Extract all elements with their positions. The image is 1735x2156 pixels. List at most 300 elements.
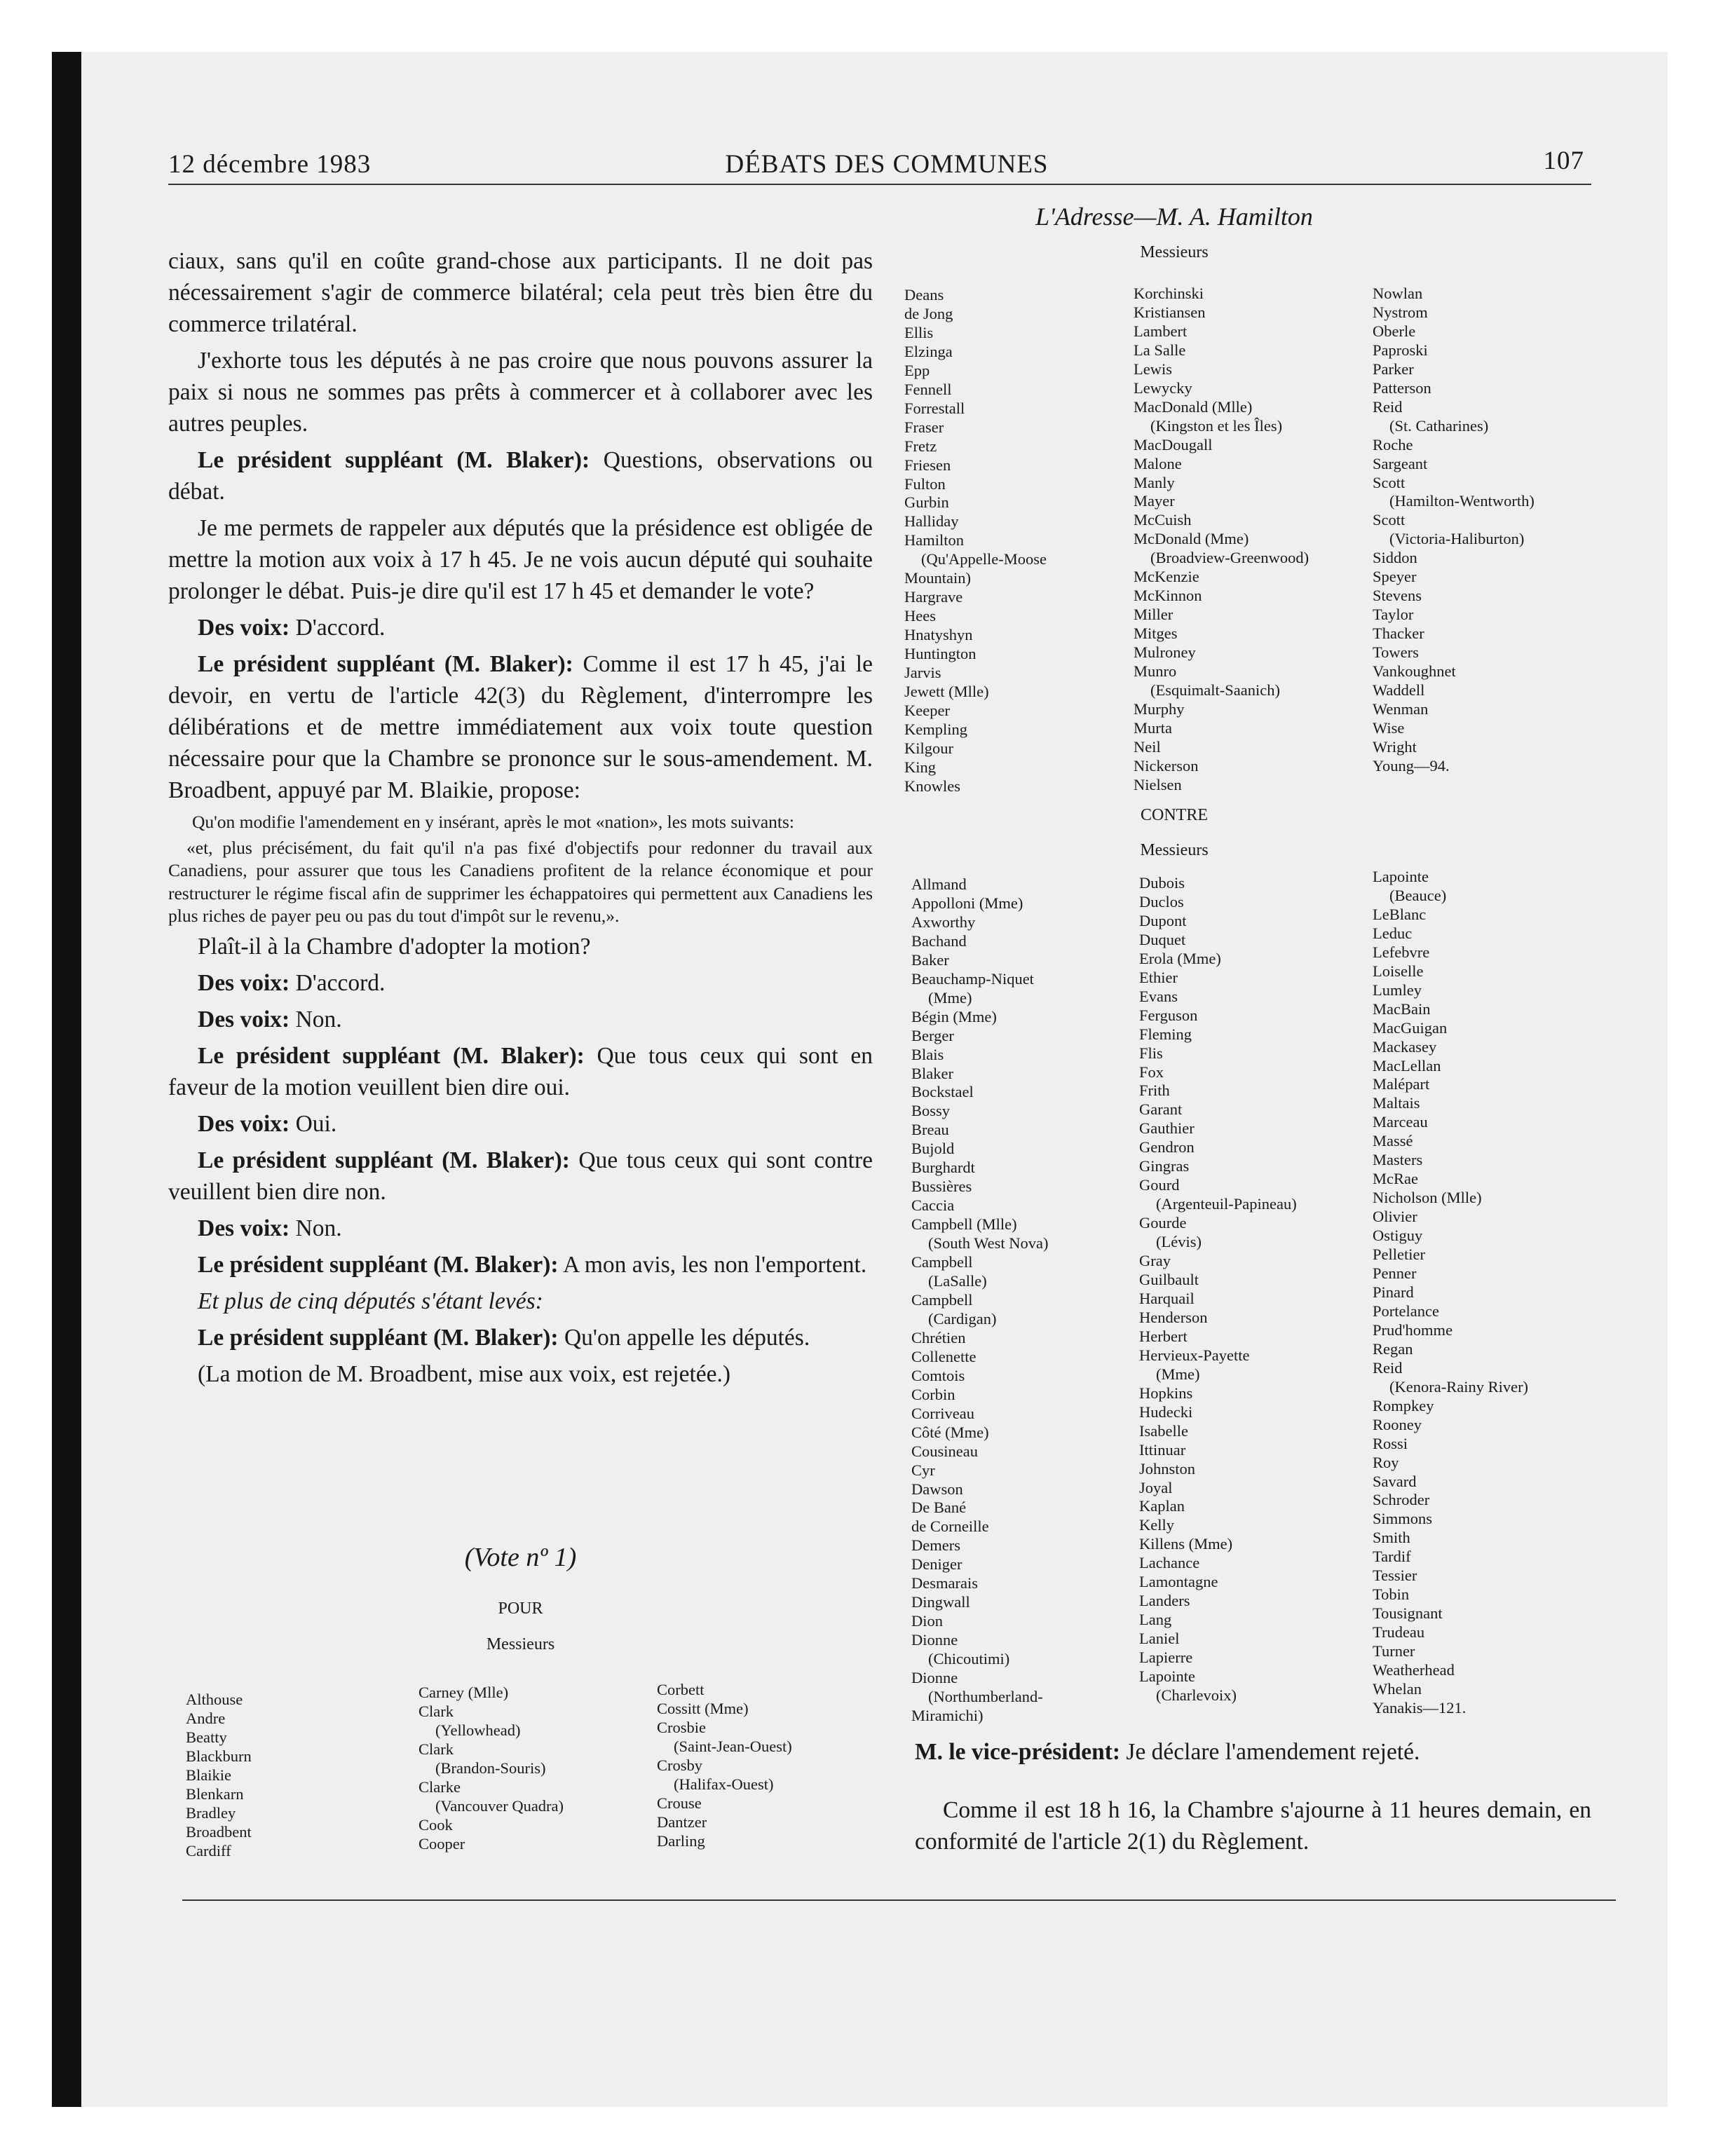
member-name: Killens (Mme)	[1139, 1535, 1233, 1553]
member-name: Murta	[1134, 718, 1172, 737]
member-name: Crosby	[657, 1756, 703, 1774]
speaker-label: Le président suppléant (M. Blaker):	[198, 651, 573, 677]
member-name: Halliday	[904, 512, 959, 531]
paragraph-text: A mon avis, les non l'emportent.	[558, 1251, 867, 1278]
member-name: de Corneille	[911, 1517, 989, 1536]
member-name: de Jong	[904, 304, 953, 322]
member-name: (Broadview-Greenwood)	[1150, 549, 1309, 567]
member-name: Landers	[1139, 1592, 1190, 1610]
member-name: Maltais	[1373, 1094, 1420, 1112]
member-name: Andre	[186, 1709, 226, 1727]
body-paragraph	[168, 612, 873, 643]
member-name: Schroder	[1373, 1491, 1430, 1509]
member-name: Speyer	[1373, 568, 1417, 586]
member-name: Knowles	[904, 777, 960, 795]
member-name: Crouse	[657, 1794, 702, 1812]
quoted-motion	[168, 811, 873, 834]
member-name: (South West Nova)	[928, 1234, 1049, 1253]
member-name: Cyr	[911, 1461, 935, 1479]
member-name: Friesen	[904, 456, 951, 474]
member-name: Lamontagne	[1139, 1573, 1218, 1591]
member-name: LeBlanc	[1373, 905, 1427, 923]
member-name: Lambert	[1134, 322, 1188, 340]
member-name: Fraser	[904, 418, 944, 436]
member-name: MacLellan	[1373, 1056, 1441, 1074]
member-name: Bujold	[911, 1140, 955, 1158]
paragraph-text: Que tous ceux qui sont contre veuillent bien dire non.	[168, 1147, 873, 1205]
paragraph-text: Questions, observations ou débat.	[168, 447, 873, 505]
member-name: Pinard	[1373, 1283, 1414, 1301]
member-name: Blaikie	[186, 1766, 231, 1784]
member-name: Dionne	[911, 1631, 958, 1649]
paragraph-text: (La motion de M. Broadbent, mise aux voix, est rejetée.)	[198, 1360, 731, 1387]
member-name: Lapointe	[1373, 868, 1429, 885]
member-name: Comtois	[911, 1366, 965, 1384]
member-name: Neil	[1134, 737, 1161, 756]
member-name: Corbett	[657, 1681, 705, 1698]
body-paragraph	[168, 1322, 873, 1353]
body-paragraph	[168, 1145, 873, 1208]
member-name: Desmarais	[911, 1574, 978, 1592]
member-name: McKinnon	[1134, 587, 1202, 605]
body-paragraph	[168, 245, 873, 340]
pour-right-col3	[1373, 285, 1535, 776]
member-name: Herbert	[1139, 1327, 1188, 1345]
header-title: DÉBATS DES COMMUNES	[725, 150, 1049, 179]
member-name: (Brandon-Souris)	[435, 1759, 546, 1777]
member-name: (Kingston et les Îles)	[1150, 416, 1283, 435]
member-name: Taylor	[1373, 606, 1414, 624]
body-paragraph	[168, 1108, 873, 1140]
member-name: (Saint-Jean-Ouest)	[674, 1737, 792, 1755]
member-name: Parker	[1373, 360, 1414, 378]
member-name: Rooney	[1373, 1415, 1422, 1433]
member-name: Leduc	[1373, 924, 1413, 942]
member-name: Gingras	[1139, 1157, 1190, 1175]
member-name: Hopkins	[1139, 1384, 1193, 1402]
member-name: Weatherhead	[1373, 1661, 1455, 1679]
member-name: Murphy	[1134, 700, 1185, 718]
member-name: Loiselle	[1373, 962, 1424, 980]
member-name: Collenette	[911, 1347, 977, 1365]
member-name: Mayer	[1134, 492, 1175, 510]
member-name: Kaplan	[1139, 1497, 1185, 1515]
member-name: Carney (Mlle)	[419, 1684, 509, 1701]
member-name: Fleming	[1139, 1025, 1192, 1043]
pour-left-col3	[657, 1681, 792, 1851]
member-name: Mitges	[1134, 625, 1178, 643]
member-name: Ittinuar	[1139, 1440, 1186, 1459]
member-name: Duclos	[1139, 892, 1184, 910]
member-name: Deniger	[911, 1555, 962, 1574]
member-name: Clarke	[419, 1778, 461, 1796]
member-name: Dionne	[911, 1669, 958, 1687]
paragraph-text: J'exhorte tous les députés à ne pas croire que nous pouvons assurer la paix si nous ne sommes pas prêts à commercer et à collaborer avec les autres peuples.	[168, 348, 873, 437]
member-name: Hudecki	[1139, 1403, 1193, 1421]
member-name: Côté (Mme)	[911, 1423, 989, 1441]
member-name: Hervieux-Payette	[1139, 1346, 1250, 1364]
member-name: Ostiguy	[1373, 1227, 1423, 1245]
member-name: Henderson	[1139, 1308, 1208, 1326]
member-name: Kristiansen	[1134, 303, 1206, 321]
member-name: (Beauce)	[1389, 886, 1447, 904]
member-name: Nowlan	[1373, 285, 1423, 302]
member-name: Fulton	[904, 475, 946, 493]
member-name: Malépart	[1373, 1075, 1430, 1093]
member-name: (Hamilton-Wentworth)	[1389, 492, 1535, 510]
header-date: 12 décembre 1983	[168, 150, 372, 179]
member-name: Savard	[1373, 1472, 1417, 1490]
member-name: Joyal	[1139, 1478, 1173, 1496]
member-name: Mulroney	[1134, 643, 1196, 662]
body-paragraph	[168, 931, 873, 962]
member-name: Sargeant	[1373, 454, 1428, 472]
member-name: Rompkey	[1373, 1396, 1434, 1414]
member-name: Blenkarn	[186, 1785, 244, 1803]
member-name: (Qu'Appelle-Moose	[921, 550, 1047, 568]
member-name: Turner	[1373, 1642, 1415, 1660]
member-name: Beatty	[186, 1728, 227, 1746]
paragraph-text: Comme il est 17 h 45, j'ai le devoir, en vertu de l'article 42(3) du Règlement, d'interrompre les délibérations et de mettre immédiatement aux voix toute question nécessaire pour que la Chambre se prononce sur le sous-amendement. M. Broadbent, appuyé par M. Blaikie, propose:	[168, 651, 873, 803]
member-name: Nielsen	[1134, 775, 1182, 793]
speaker-label: Des voix:	[198, 1215, 290, 1241]
body-paragraph	[168, 1358, 873, 1390]
contre-col1	[911, 875, 1049, 1726]
member-name: Bachand	[911, 932, 967, 950]
member-name: Thacker	[1373, 625, 1424, 643]
member-name: Miramichi)	[911, 1706, 984, 1724]
member-name: Roy	[1373, 1453, 1399, 1471]
member-name: Keeper	[904, 701, 950, 719]
member-name: Oberle	[1373, 322, 1416, 340]
member-name: Corriveau	[911, 1404, 974, 1422]
paragraph-text: D'accord.	[290, 615, 386, 641]
paragraph-text: Oui.	[290, 1110, 337, 1137]
body-paragraph	[168, 444, 873, 507]
body-paragraph	[168, 512, 873, 607]
member-name: Gourd	[1139, 1176, 1180, 1194]
body-paragraph	[168, 1213, 873, 1244]
member-name: Ellis	[904, 323, 934, 341]
member-name: Gourde	[1139, 1214, 1187, 1232]
paragraph-text: Et plus de cinq députés s'étant levés:	[198, 1288, 543, 1314]
speaker-label: M. le vice-président:	[915, 1739, 1121, 1765]
paragraph-text: Que tous ceux qui sont en faveur de la motion veuillent bien dire oui.	[168, 1042, 873, 1100]
left-column-text	[168, 245, 873, 1395]
member-name: Baker	[911, 950, 949, 969]
member-name: Masters	[1373, 1151, 1423, 1169]
member-name: (Chicoutimi)	[928, 1650, 1010, 1668]
member-name: Huntington	[904, 645, 977, 663]
member-name: (Argenteuil-Papineau)	[1156, 1195, 1297, 1213]
paragraph-text: Plaît-il à la Chambre d'adopter la motion?	[198, 933, 591, 960]
member-name: Clark	[419, 1740, 454, 1758]
member-name: Elzinga	[904, 342, 953, 360]
member-name: (Charlevoix)	[1156, 1686, 1237, 1704]
member-name: (LaSalle)	[928, 1272, 987, 1290]
member-name: De Bané	[911, 1499, 967, 1517]
member-name: (Esquimalt-Saanich)	[1150, 681, 1280, 700]
member-name: Gurbin	[904, 493, 949, 512]
member-name: Caccia	[911, 1196, 955, 1215]
pour-right-col1	[904, 286, 1047, 796]
running-title: L'Adresse—M. A. Hamilton	[1035, 203, 1313, 231]
member-name: McKenzie	[1134, 568, 1199, 586]
member-name: Malone	[1134, 454, 1182, 472]
member-name: (Cardigan)	[928, 1309, 997, 1328]
member-name: Simmons	[1373, 1510, 1433, 1528]
member-name: Cook	[419, 1815, 453, 1834]
member-name: (Lévis)	[1156, 1233, 1202, 1251]
contre-col3	[1373, 868, 1528, 1718]
member-name: Bradley	[186, 1803, 236, 1822]
member-name: (St. Catharines)	[1389, 416, 1489, 435]
member-name: Laniel	[1139, 1630, 1180, 1648]
member-name: Marceau	[1373, 1113, 1428, 1131]
member-name: Lumley	[1373, 981, 1422, 999]
member-name: Demers	[911, 1536, 960, 1555]
member-name: Hamilton	[904, 531, 964, 550]
member-name: Massé	[1373, 1132, 1413, 1150]
vice-president-statement	[915, 1736, 1591, 1768]
member-name: Allmand	[911, 875, 967, 893]
member-name: Scott	[1373, 473, 1406, 491]
pour-messieurs: Messieurs	[486, 1635, 555, 1653]
member-name: MacGuigan	[1373, 1018, 1448, 1037]
pour-left-col2	[419, 1684, 564, 1854]
member-name: Cousineau	[911, 1442, 978, 1460]
paragraph-text: Non.	[290, 1006, 342, 1032]
member-name: Gray	[1139, 1252, 1171, 1270]
member-name: Dawson	[911, 1480, 963, 1498]
member-name: Gauthier	[1139, 1119, 1195, 1138]
member-name: MacDougall	[1134, 435, 1213, 453]
member-name: Broadbent	[186, 1822, 252, 1841]
paragraph-text: Non.	[290, 1215, 342, 1241]
member-name: King	[904, 758, 936, 776]
member-name: Jarvis	[904, 664, 941, 682]
paragraph-text: Qu'on modifie l'amendement en y insérant, après le mot «nation», les mots suivants:	[192, 812, 795, 832]
speaker-label: Le président suppléant (M. Blaker):	[198, 447, 590, 473]
member-name: Dubois	[1139, 874, 1185, 892]
member-name: Fretz	[904, 437, 937, 455]
speaker-label: Le président suppléant (M. Blaker):	[198, 1042, 585, 1069]
member-name: Pelletier	[1373, 1246, 1425, 1264]
member-name: Vankoughnet	[1373, 662, 1456, 681]
member-name: Erola (Mme)	[1139, 949, 1221, 967]
member-name: Dantzer	[657, 1813, 707, 1831]
member-name: Dingwall	[911, 1593, 970, 1611]
member-name: Berger	[911, 1026, 954, 1044]
member-name: Campbell	[911, 1290, 973, 1309]
page-number: 107	[1543, 146, 1584, 175]
member-name: Evans	[1139, 987, 1178, 1005]
member-name: Lewycky	[1134, 378, 1192, 397]
binding-edge	[52, 52, 81, 2107]
paragraph-text: D'accord.	[290, 969, 386, 996]
paragraph-text: Qu'on appelle les députés.	[558, 1324, 810, 1351]
pour-left-col1	[186, 1691, 252, 1861]
speaker-label: Le président suppléant (M. Blaker):	[198, 1251, 559, 1278]
member-name: Wise	[1373, 718, 1405, 737]
contre-messieurs: Messieurs	[1140, 841, 1209, 859]
member-name: Waddell	[1373, 681, 1425, 700]
member-name: Deans	[904, 286, 944, 303]
paragraph-text: «et, plus précisément, du fait qu'il n'a pas fixé d'objectifs pour redonner du travail aux Canadiens, pour assurer que tous les Canadiens profitent de la relance économique et pour restructurer le régime fiscal afin de supprimer les échappatoires qui permettent aux Canadiens les plus riches de payer peu ou pas du tout d'impôt sur le revenu,».	[168, 837, 873, 926]
body-paragraph	[168, 967, 873, 999]
member-name: Forrestall	[904, 399, 965, 417]
member-name: Ethier	[1139, 968, 1178, 986]
member-name: Reid	[1373, 1358, 1403, 1377]
member-name: (Victoria-Haliburton)	[1389, 530, 1525, 548]
member-name: Cooper	[419, 1834, 465, 1853]
paragraph-text: ciaux, sans qu'il en coûte grand-chose aux participants. Il ne doit pas nécessairement s'agir de commerce bilatéral; cela peut très bien être du commerce trilatéral.	[168, 248, 873, 337]
member-name: Breau	[911, 1121, 949, 1139]
body-paragraph	[168, 1004, 873, 1035]
member-name: McCuish	[1134, 511, 1192, 529]
paragraph-text: Je me permets de rappeler aux députés que la présidence est obligée de mettre la motion aux voix à 17 h 45. Je ne vois aucun député qui souhaite prolonger le débat. Puis-je dire qu'il est 17 h 45 et demander le vote?	[168, 515, 873, 604]
bottom-rule	[182, 1899, 1616, 1901]
member-name: Clark	[419, 1702, 454, 1720]
quoted-motion	[168, 837, 873, 928]
member-name: Garant	[1139, 1100, 1183, 1119]
member-name: Korchinski	[1134, 285, 1204, 302]
member-name: Harquail	[1139, 1289, 1195, 1307]
member-name: Lefebvre	[1373, 943, 1430, 961]
member-name: Manly	[1134, 473, 1175, 491]
member-name: Roche	[1373, 435, 1413, 453]
body-paragraph	[168, 1249, 873, 1281]
member-name: Wright	[1373, 737, 1417, 756]
member-name: (Mme)	[928, 988, 972, 1007]
member-name: Epp	[904, 361, 930, 379]
member-name: Trudeau	[1373, 1623, 1425, 1642]
member-name: Kempling	[904, 720, 967, 738]
member-name: Dion	[911, 1612, 943, 1630]
member-name: Campbell	[911, 1253, 973, 1271]
member-name: Guilbault	[1139, 1271, 1199, 1289]
member-name: Paproski	[1373, 341, 1428, 359]
contre-col2	[1139, 874, 1297, 1705]
member-name: Mountain)	[904, 569, 971, 587]
member-name: (Halifax-Ouest)	[674, 1775, 774, 1793]
member-name: Bossy	[911, 1102, 951, 1120]
pour-right-col2	[1134, 285, 1309, 795]
member-name: Regan	[1373, 1339, 1413, 1358]
member-name: Lachance	[1139, 1554, 1200, 1572]
member-name: McRae	[1373, 1170, 1418, 1188]
member-name: Jewett (Mlle)	[904, 683, 989, 701]
member-name: Darling	[657, 1831, 705, 1850]
member-name: Nystrom	[1373, 303, 1428, 321]
member-name: Lang	[1139, 1611, 1172, 1629]
header-rule	[168, 184, 1591, 185]
member-name: Young—94.	[1373, 756, 1450, 775]
member-name: Mackasey	[1373, 1037, 1437, 1056]
member-name: Stevens	[1373, 587, 1422, 605]
member-name: Siddon	[1373, 549, 1417, 567]
member-name: Crosbie	[657, 1718, 706, 1736]
member-name: Lapierre	[1139, 1649, 1193, 1667]
member-name: La Salle	[1134, 341, 1186, 359]
member-name: Dupont	[1139, 911, 1187, 929]
contre-heading: CONTRE	[1141, 806, 1208, 824]
member-name: (Vancouver Quadra)	[435, 1796, 564, 1815]
member-name: MacBain	[1373, 999, 1431, 1018]
member-name: Hees	[904, 607, 936, 625]
speaker-label: Des voix:	[198, 615, 290, 641]
member-name: Blackburn	[186, 1747, 252, 1765]
member-name: Corbin	[911, 1385, 955, 1403]
member-name: Tessier	[1373, 1567, 1417, 1585]
member-name: Prud'homme	[1373, 1321, 1453, 1339]
member-name: McDonald (Mme)	[1134, 530, 1249, 548]
member-name: Lewis	[1134, 360, 1172, 378]
member-name: Chrétien	[911, 1328, 966, 1346]
pour-heading: POUR	[498, 1599, 543, 1618]
member-name: Kilgour	[904, 739, 953, 757]
member-name: Duquet	[1139, 930, 1186, 948]
pour-messieurs-right: Messieurs	[1140, 243, 1209, 261]
body-paragraph	[168, 345, 873, 439]
member-name: Tobin	[1373, 1585, 1410, 1604]
member-name: Portelance	[1373, 1302, 1439, 1320]
member-name: Penner	[1373, 1264, 1417, 1283]
member-name: Whelan	[1373, 1679, 1422, 1698]
member-name: Miller	[1134, 606, 1173, 624]
member-name: Towers	[1373, 643, 1419, 662]
member-name: Fennell	[904, 380, 952, 398]
speaker-label: Des voix:	[198, 1110, 290, 1137]
member-name: Bégin (Mme)	[911, 1007, 997, 1025]
member-name: Kelly	[1139, 1516, 1174, 1534]
member-name: Johnston	[1139, 1459, 1196, 1478]
member-name: Wenman	[1373, 700, 1429, 718]
member-name: Scott	[1373, 511, 1406, 529]
member-name: Olivier	[1373, 1208, 1417, 1226]
body-paragraph	[168, 1040, 873, 1103]
member-name: (Yellowhead)	[435, 1721, 521, 1739]
member-name: Patterson	[1373, 378, 1431, 397]
member-name: Smith	[1373, 1529, 1410, 1547]
member-name: Blaker	[911, 1064, 953, 1082]
member-name: Althouse	[186, 1691, 243, 1708]
speaker-label: Le président suppléant (M. Blaker):	[198, 1324, 559, 1351]
member-name: (Mme)	[1156, 1365, 1200, 1383]
member-name: Ferguson	[1139, 1006, 1198, 1024]
member-name: Tardif	[1373, 1548, 1411, 1566]
member-name: Gendron	[1139, 1138, 1195, 1157]
speaker-text: Je déclare l'amendement rejeté.	[1120, 1739, 1420, 1765]
vote-title: (Vote nº 1)	[464, 1543, 577, 1572]
member-name: Nickerson	[1134, 756, 1199, 775]
member-name: Bockstael	[911, 1083, 974, 1101]
speaker-label: Des voix:	[198, 1006, 290, 1032]
member-name: Cossitt (Mme)	[657, 1699, 749, 1717]
member-name: Cardiff	[186, 1841, 231, 1860]
member-name: Bussières	[911, 1178, 972, 1196]
member-name: Campbell (Mlle)	[911, 1215, 1017, 1234]
member-name: Nicholson (Mlle)	[1373, 1189, 1482, 1207]
member-name: Yanakis—121.	[1373, 1698, 1467, 1717]
member-name: Hnatyshyn	[904, 626, 973, 644]
member-name: Lapointe	[1139, 1667, 1195, 1686]
body-paragraph	[168, 1285, 873, 1317]
member-name: Burghardt	[911, 1159, 975, 1177]
member-name: Reid	[1373, 397, 1403, 416]
member-name: Isabelle	[1139, 1421, 1188, 1440]
member-name: Frith	[1139, 1082, 1170, 1100]
